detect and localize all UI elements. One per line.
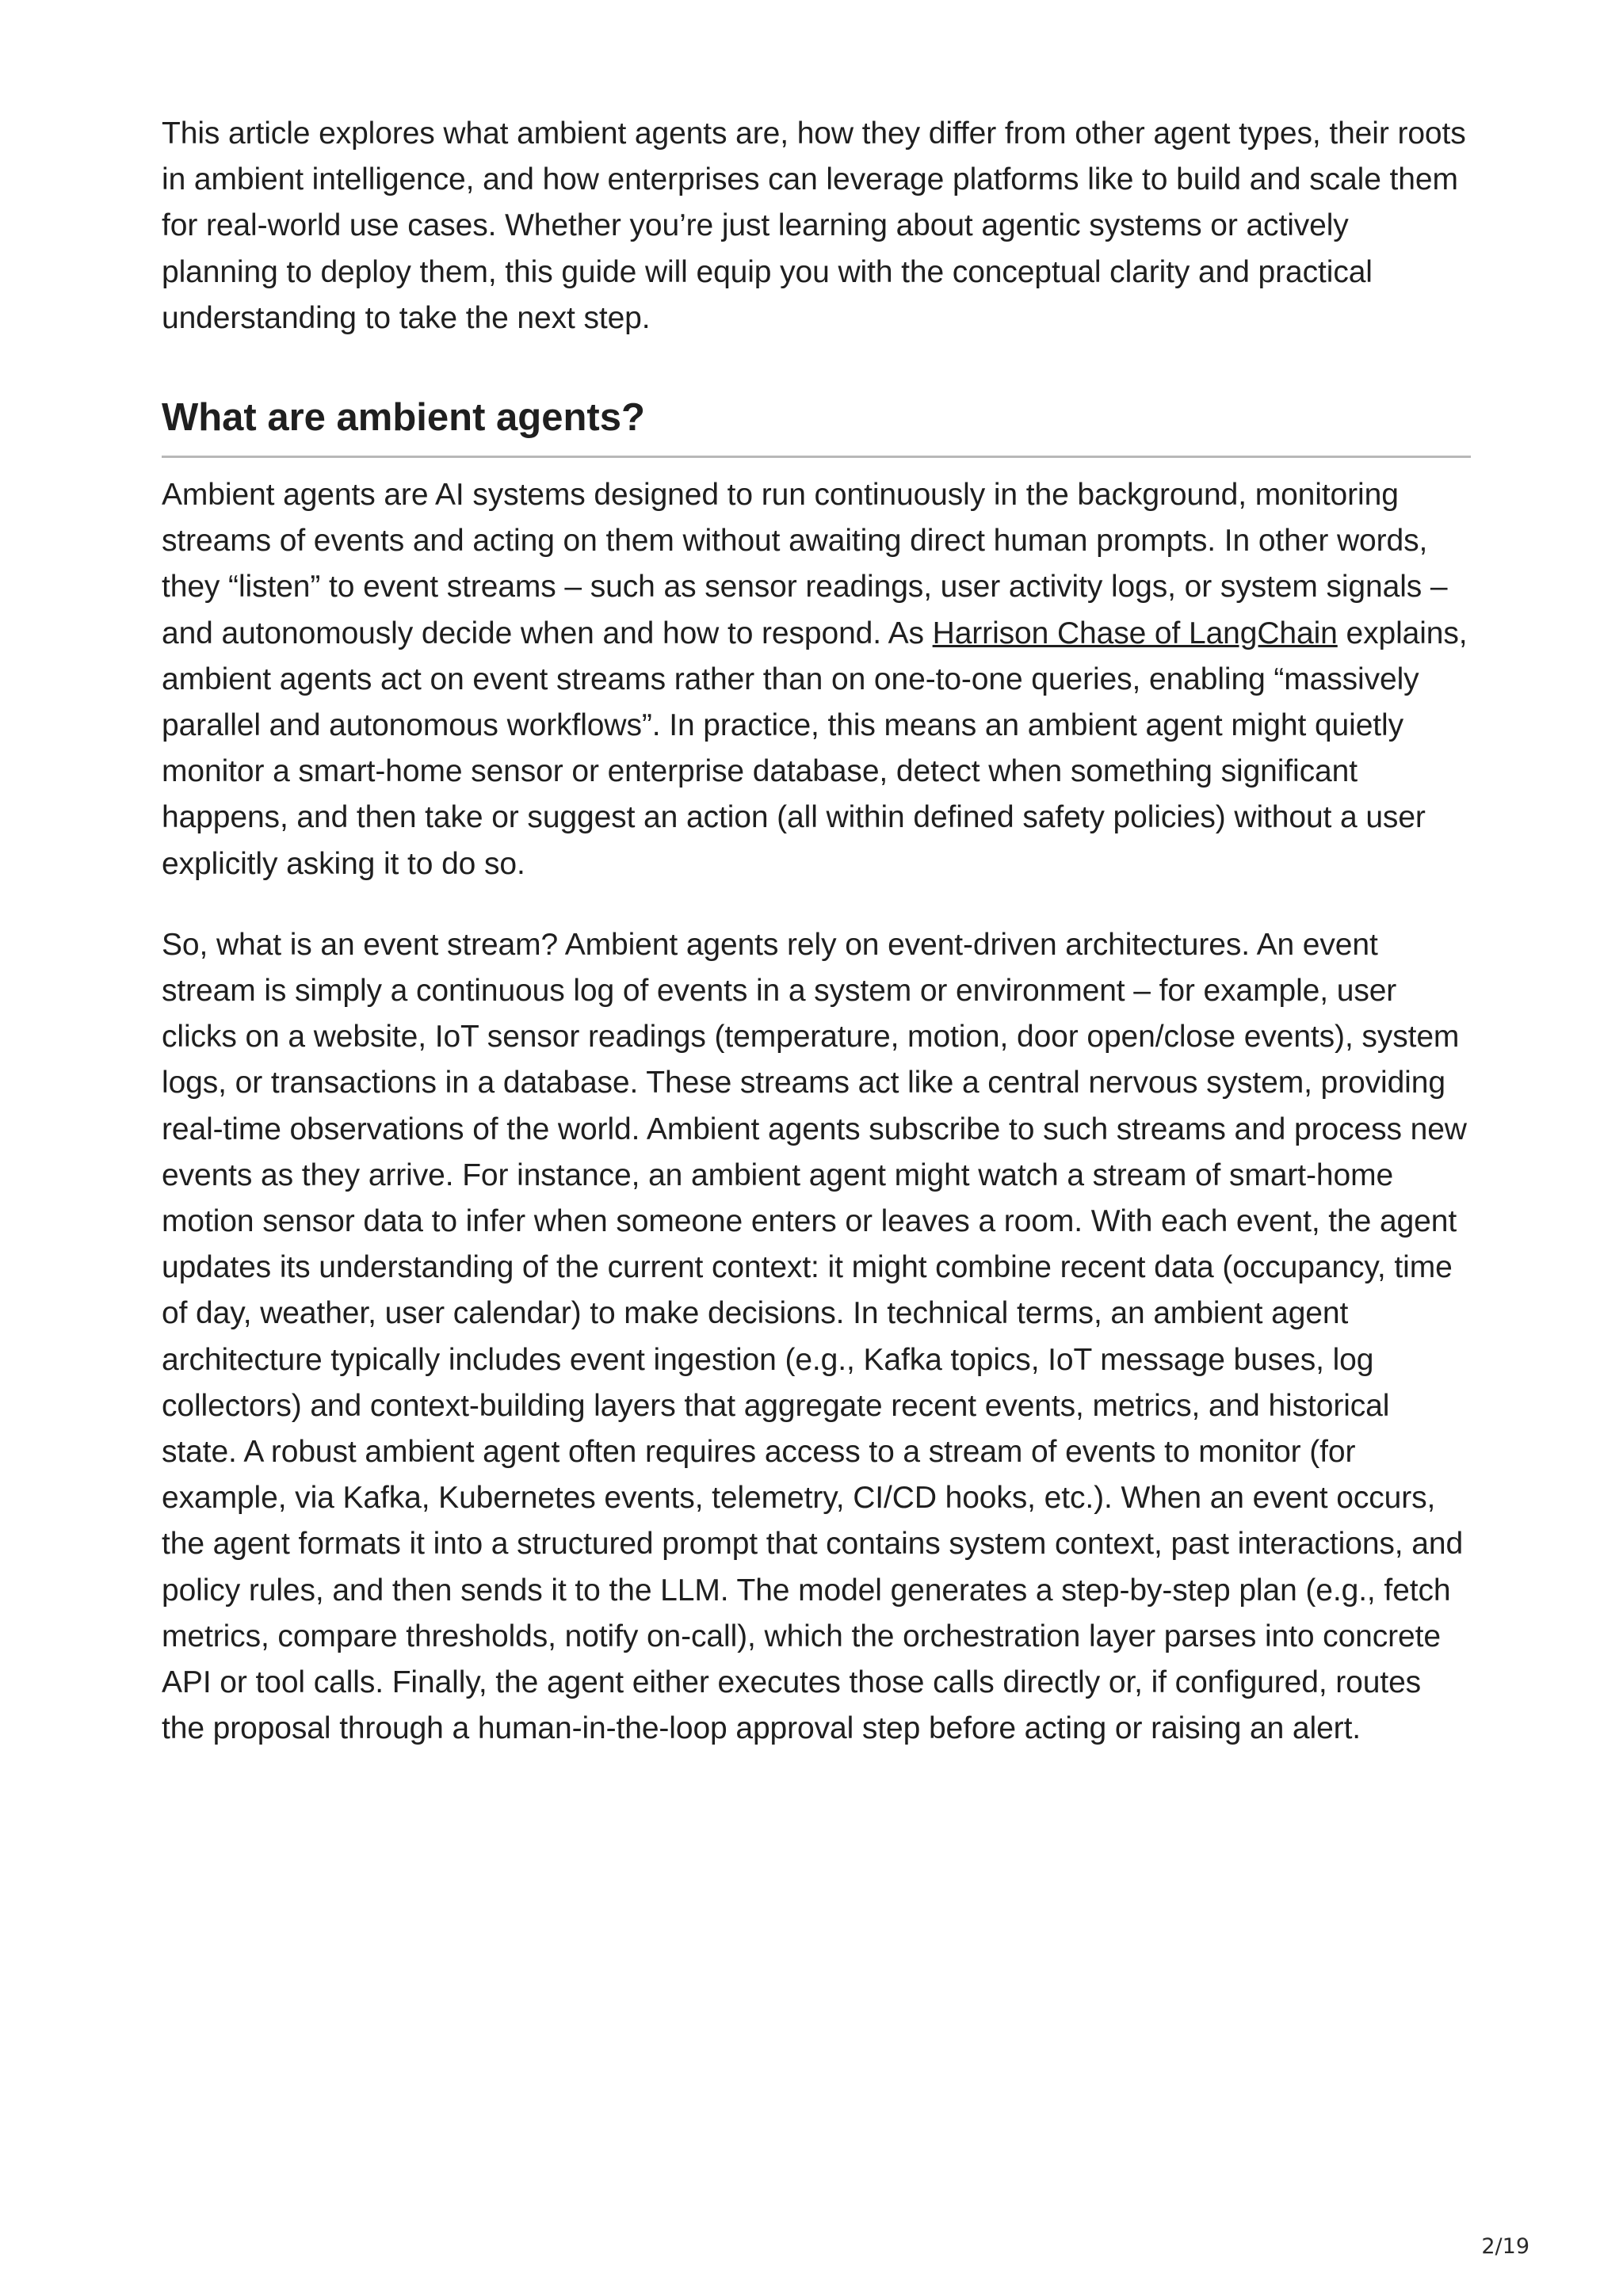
- intro-paragraph: This article explores what ambient agents are, how they differ from other agent types, their roots in ambient intelligence, and how enterprises can leverage platforms like to build and scale them for real-world use cases. Whether you’re just learning about agentic systems or actively planning to deploy them, this guide will equip you with the conceptual clarity and practical understanding to take the next step.: [162, 116, 1466, 335]
- definition-text-start: Ambient agents are AI systems designed to run continuously in the background, monitoring streams of events and acting on them without awaiting direct human prompts. In other words, they “listen” to event streams – such as sensor readings, user activity logs, or system signals – and autonomously decide when and how to respond. As: [162, 478, 1448, 650]
- page-number: 2/19: [1481, 2234, 1529, 2259]
- article-page: [162, 111, 1471, 1753]
- section-heading: What are ambient agents?: [162, 386, 1471, 458]
- harrison-chase-link[interactable]: Harrison Chase of LangChain: [932, 616, 1338, 650]
- definition-text-end: explains, ambient agents act on event streams rather than on one-to-one queries, enabling “massively parallel and autonomous workflows”. In practice, this means an ambient agent might quietly monitor a smart-home sensor or enterprise database, detect when something significant happens, and then take or suggest an action (all within defined safety policies) without a user explicitly asking it to do so.: [162, 616, 1468, 881]
- event-stream-paragraph: So, what is an event stream? Ambient agents rely on event-driven architectures. An event stream is simply a continuous log of events in a system or environment – for example, user clicks on a website, IoT sensor readings (temperature, motion, door open/close events), system logs, or transactions in a database. These streams act like a central nervous system, providing real-time observations of the world. Ambient agents subscribe to such streams and process new events as they arrive. For instance, an ambient agent might watch a stream of smart-home motion sensor data to infer when someone enters or leaves a room. With each event, the agent updates its understanding of the current context: it might combine recent data (occupancy, time of day, weather, user calendar) to make decisions. In technical terms, an ambient agent architecture typically includes event ingestion (e.g., Kafka topics, IoT message buses, log collectors) and context-building layers that aggregate recent events, metrics, and historical state. A robust ambient agent often requires access to a stream of events to monitor (for example, via Kafka, Kubernetes events, telemetry, CI/CD hooks, etc.). When an event occurs, the agent formats it into a structured prompt that contains system context, past interactions, and policy rules, and then sends it to the LLM. The model generates a step-by-step plan (e.g., fetch metrics, compare thresholds, notify on-call), which the orchestration layer parses into concrete API or tool calls. Finally, the agent either executes those calls directly or, if configured, routes the proposal through a human‑in‑the‑loop approval step before acting or raising an alert.: [162, 927, 1467, 1746]
- definition-paragraph: [162, 472, 1471, 887]
